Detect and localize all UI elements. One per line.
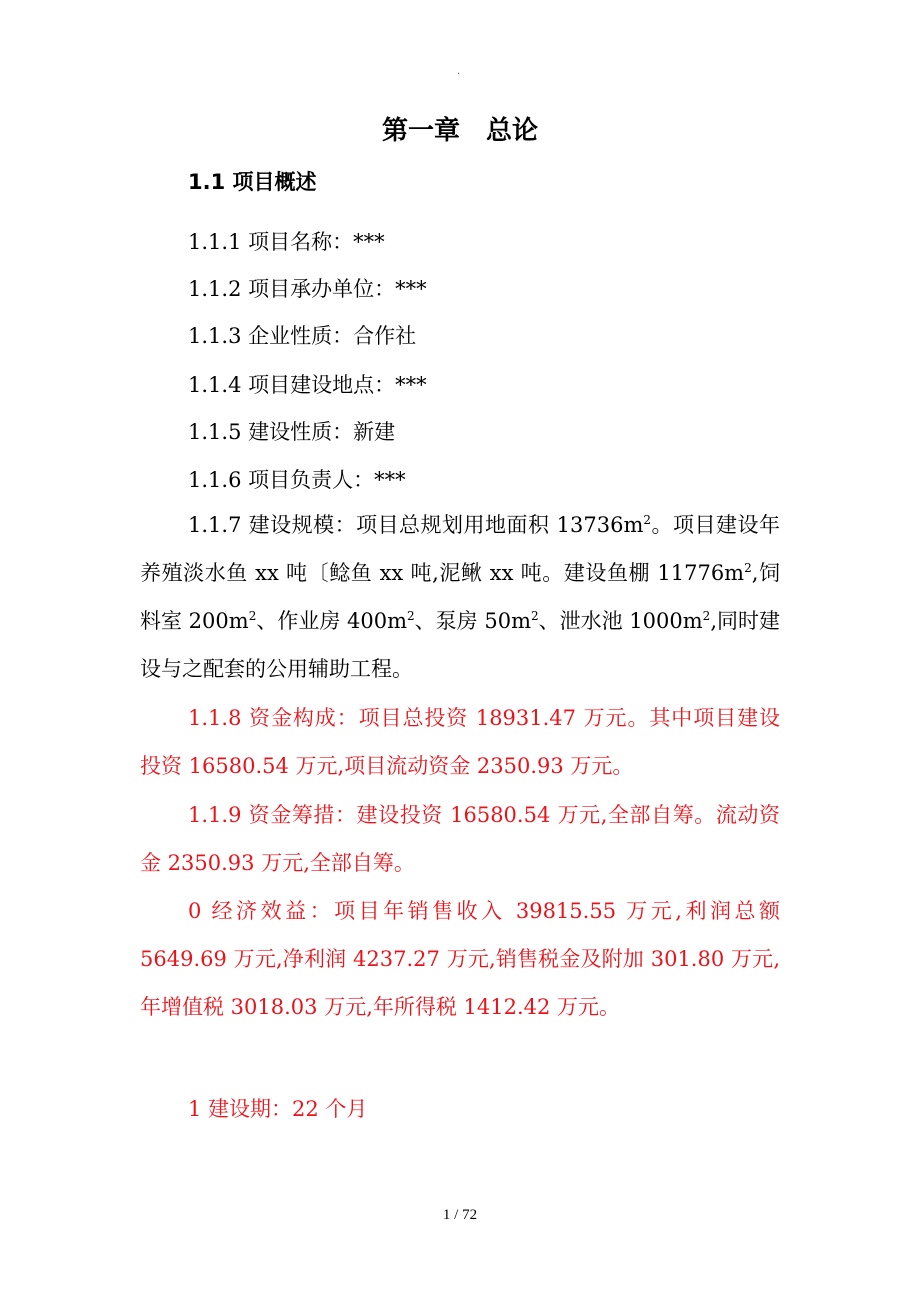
item-construction-site: 1.1.4 项目建设地点：*** bbox=[188, 373, 427, 397]
item-project-name: 1.1.1 项目名称：*** bbox=[188, 230, 385, 254]
paragraph-construction-scale: 1.1.7 建设规模：项目总规划用地面积 $13736m^2$。项目建设年养殖淡水鱼 xx 吨〔鲶鱼 xx 吨,泥鳅 xx 吨。建设鱼棚 $11776m^2$,饲料室 $200m^2$、作业房 $400m^2$、泵房 $50m^2$、泄水池 $1000m^2$,同时建设与之配套的公用辅助工程。 bbox=[140, 513, 781, 681]
item-construction-period: 1 建设期：22 个月 bbox=[188, 1097, 368, 1121]
item-undertaking-unit: 1.1.2 项目承办单位：*** bbox=[188, 277, 427, 301]
paragraph-funding-raising: 1.1.9 资金筹措：建设投资 16580.54 万元,全部自筹。流动资金 2350.93 万元,全部自筹。 bbox=[140, 803, 780, 875]
chapter-title: 第一章 总论 bbox=[381, 116, 538, 146]
paragraph-economic-benefit: 0 经济效益：项目年销售收入 39815.55 万元,利润总额 5649.69 万元,净利润 4237.27 万元,销售税金及附加 301.80 万元,年增值税 3018.03 万元,年所得税 1412.42 万元。 bbox=[140, 899, 780, 1019]
header-mark: . bbox=[457, 66, 461, 77]
item-project-leader: 1.1.6 项目负责人：*** bbox=[188, 468, 406, 492]
item-enterprise-nature: 1.1.3 企业性质：合作社 bbox=[188, 324, 417, 348]
paragraph-funding-structure: 1.1.8 资金构成：项目总投资 18931.47 万元。其中项目建设投资 16580.54 万元,项目流动资金 2350.93 万元。 bbox=[140, 706, 780, 778]
section-title: 1.1 项目概述 bbox=[188, 170, 317, 194]
item-construction-nature: 1.1.5 建设性质：新建 bbox=[188, 420, 396, 444]
page-number: 1 / 72 bbox=[442, 1207, 478, 1223]
